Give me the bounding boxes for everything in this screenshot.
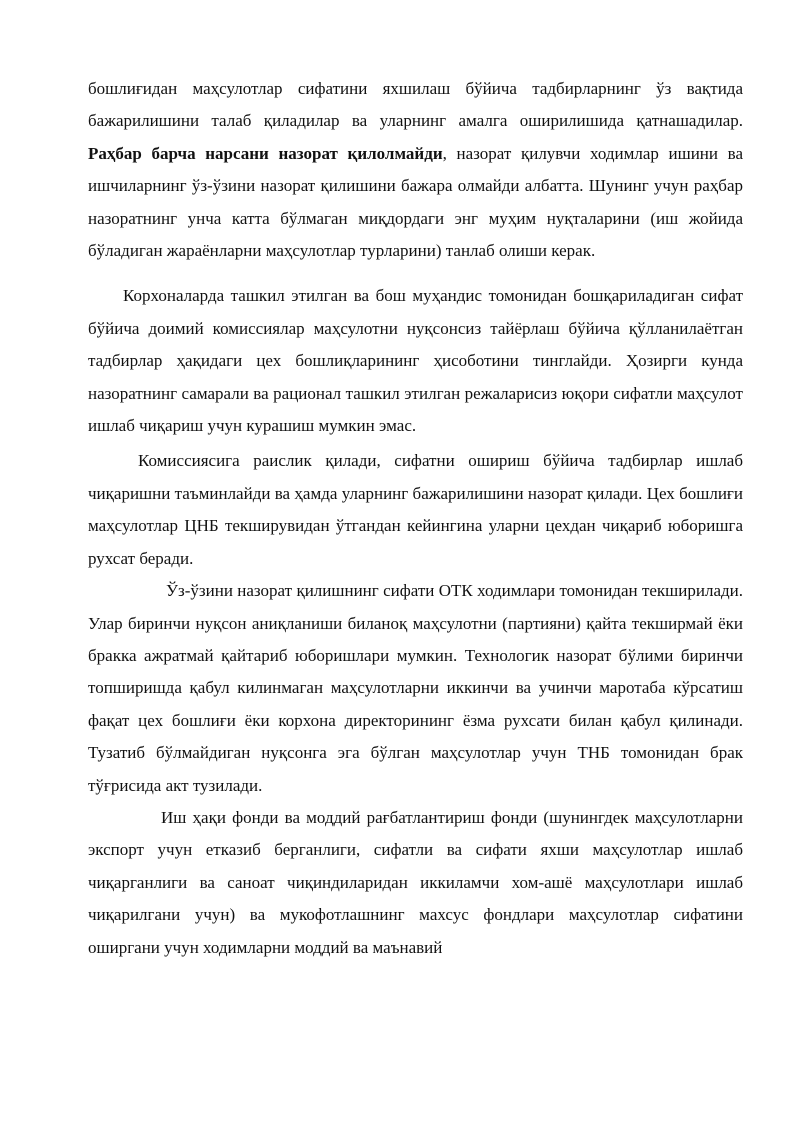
paragraph-2 [88,280,743,442]
paragraph-1-text-b: , назорат қилувчи ходимлар ишини ва ишчиларнинг ўз-ўзини назорат қилишини бажара олмайди албатта. Шунинг учун раҳбар назоратнинг унча катта бўлмаган миқдордаги энг муҳим нуқталарини (иш жойида бўладиган жараёнларни маҳсулотлар турларини) танлаб олиши керак. [88,143,743,261]
paragraph-4-text: Ўз-ўзини назорат қилишнинг сифати ОТК ходимлари томонидан текширилади. Улар биринчи нуқсон аниқланиши биланоқ маҳсулотни (партияни) қайта текширмай ёки бракка ажратмай қайтариб юборишлари мумкин. Технологик назорат бўлими биринчи топширишда қабул килинмаган маҳсулотларни иккинчи ва учинчи маротаба кўрсатиш фақат цех бошлиғи ёки корхона директорининг ёзма рухсати билан қабул қилинади. Тузатиб бўлмайдиган нуқсонга эга бўлган маҳсулотлар учун ТНБ томонидан брак тўғрисида акт тузилади. [88,581,743,795]
paragraph-3-text: Комиссиясига раислик қилади, сифатни ошириш бўйича тадбирлар ишлаб чиқаришни таъминлайди ва ҳамда уларнинг бажарилишини назорат қилади. Цех бошлиғи маҳсулотлар ЦНБ текширувидан ўтгандан кейингина уларни цехдан чиқариб юборишга рухсат беради. [88,451,743,568]
body-text [88,73,743,964]
paragraph-2-text: Корхоналарда ташкил этилган ва бош муҳандис томонидан бошқариладиган сифат бўйича доимий комиссиялар маҳсулотни нуқсонсиз тайёрлаш бўйича қўлланилаётган тадбирлар ҳақидаги цех бошлиқларининг ҳисоботини тинглайди. Ҳозирги кунда назоратнинг самарали ва рационал ташкил этилган режаларисиз юқори сифатли маҳсулот ишлаб чиқариш учун курашиш мумкин эмас. [88,286,743,436]
paragraph-1 [88,73,743,267]
paragraph-3 [88,445,743,575]
paragraph-4 [88,575,743,802]
paragraph-5-text: Иш ҳақи фонди ва моддий рағбатлантириш фонди (шунингдек маҳсулотларни экспорт учун етказиб берганлиги, сифатли ва сифати яхши маҳсулотлар ишлаб чиқарганлиги ва саноат чиқиндиларидан иккиламчи хом-ашё маҳсулотлари ишлаб чиқарилгани учун) ва мукофотлашнинг махсус фондлари маҳсулотлар сифатини оширгани учун ходимларни моддий ва маънавий [88,807,743,957]
paragraph-5 [88,802,743,964]
paragraph-1-bold-phrase: Раҳбар барча нарсани назорат қилолмайди [88,143,443,163]
paragraph-1-text-a: бошлиғидан маҳсулотлар сифатини яхшилаш бўйича тадбирларнинг ўз вақтида бажарилишини талаб қиладилар ва уларнинг амалга оширилишида қатнашадилар. [88,79,743,131]
